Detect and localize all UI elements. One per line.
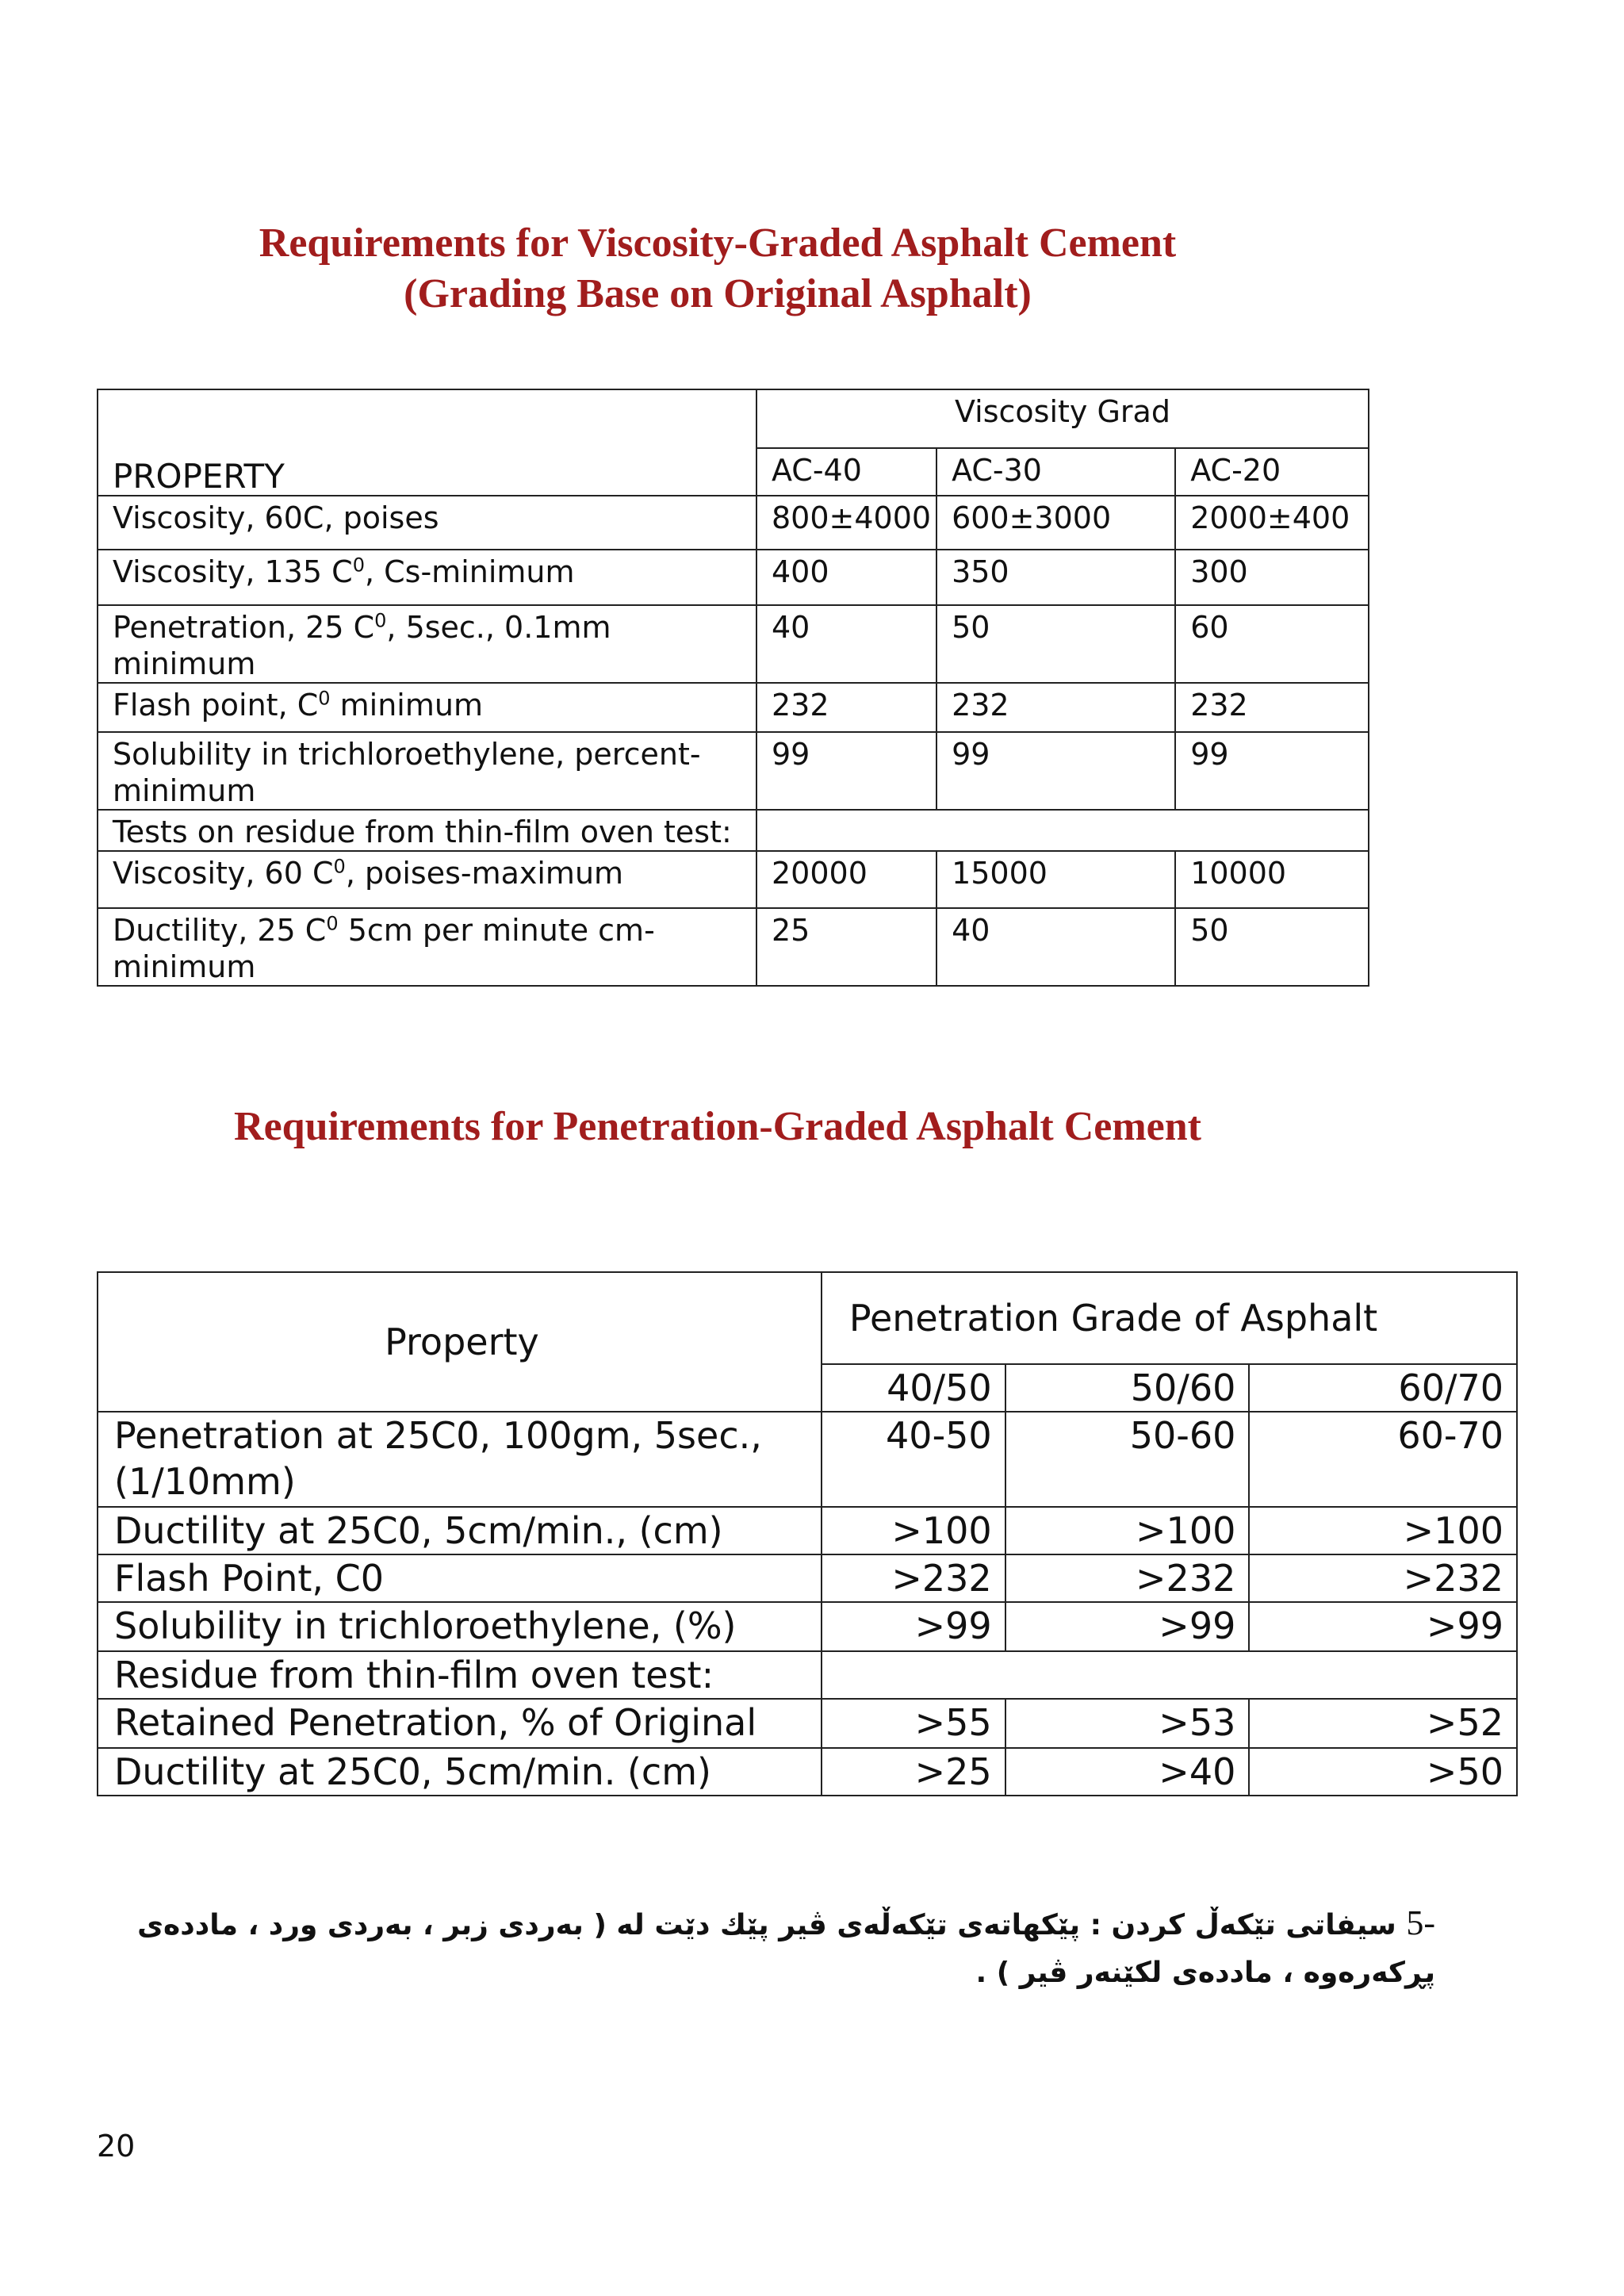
table-row [98, 851, 1369, 908]
cell-value: 232 [936, 683, 1175, 732]
table1-grade-header: AC-40 [756, 448, 936, 496]
cell-value: 25 [756, 908, 936, 986]
cell-value: >232 [1249, 1554, 1517, 1602]
row-label: Viscosity, 60 $C^0$, poises-maximum [98, 851, 756, 908]
heading-viscosity-line2: (Grading Base on Original Asphalt) [404, 271, 1032, 316]
row-label: Solubility in trichloroethylene, percent-minimum [98, 732, 756, 810]
cell-value: 232 [1175, 683, 1369, 732]
cell-value: 50 [1175, 908, 1369, 986]
cell-value: >40 [1005, 1748, 1250, 1796]
table1-group-header: Viscosity Grad [756, 389, 1369, 448]
cell-value: >52 [1249, 1699, 1517, 1748]
table1-grade-header: AC-30 [936, 448, 1175, 496]
table-row [98, 496, 1369, 550]
cell-value: 300 [1175, 550, 1369, 605]
cell-value: >100 [1005, 1507, 1250, 1554]
table-row [98, 1554, 1517, 1602]
table1-property-header: PROPERTY [98, 389, 756, 496]
note-number: 5- [1406, 1903, 1435, 1942]
cell-value: >232 [1005, 1554, 1250, 1602]
table-row [98, 1699, 1517, 1748]
cell-value: 50-60 [1005, 1412, 1250, 1507]
cell-value: >100 [1249, 1507, 1517, 1554]
table2-grade-header: 50/60 [1005, 1364, 1250, 1412]
note-text: سیفاتی تێکەڵ کردن : پێکهاتەی تێکەڵەی ڤیر پێك دێت لە ( بەردی زبر ، بەردی ورد ، ماددەی پڕکەرەوە ، ماددەی لکێنەر ڤیر ) . [137, 1909, 1435, 1989]
table2-group-header: Penetration Grade of Asphalt [822, 1272, 1517, 1364]
cell-value: >99 [1005, 1602, 1250, 1651]
table-row [98, 683, 1369, 732]
row-label: Viscosity, 60C, poises [98, 496, 756, 550]
cell-value: >100 [822, 1507, 1005, 1554]
table-row [98, 1507, 1517, 1554]
row-label: Retained Penetration, % of Original [98, 1699, 822, 1748]
row-label: Residue from thin-film oven test: [98, 1651, 822, 1699]
table-row [98, 1748, 1517, 1796]
cell-value: >25 [822, 1748, 1005, 1796]
cell-value: >50 [1249, 1748, 1517, 1796]
table-row [98, 1651, 1517, 1699]
penetration-graded-table [97, 1271, 1518, 1796]
cell-value: 232 [756, 683, 936, 732]
cell-value: >99 [822, 1602, 1005, 1651]
cell-value: >55 [822, 1699, 1005, 1748]
cell-value: >53 [1005, 1699, 1250, 1748]
row-label: Ductility at 25C0, 5cm/min. (cm) [98, 1748, 822, 1796]
kurdish-note [95, 1899, 1435, 1997]
cell-value: 50 [936, 605, 1175, 683]
table1-grade-header: AC-20 [1175, 448, 1369, 496]
table2-grade-header: 60/70 [1249, 1364, 1517, 1412]
cell-value: 40-50 [822, 1412, 1005, 1507]
heading-penetration: Requirements for Penetration-Graded Asphalt Cement [234, 1104, 1201, 1149]
table-row [98, 1412, 1517, 1507]
cell-value: 20000 [756, 851, 936, 908]
table-row [98, 732, 1369, 810]
empty-cell [756, 810, 1369, 851]
row-label: Tests on residue from thin-film oven test: [98, 810, 756, 851]
row-label: Solubility in trichloroethylene, (%) [98, 1602, 822, 1651]
row-label: Viscosity, 135 $C^0$, Cs-minimum [98, 550, 756, 605]
row-label: Flash point, $C^0$ minimum [98, 683, 756, 732]
table2-grade-header: 40/50 [822, 1364, 1005, 1412]
cell-value: 60 [1175, 605, 1369, 683]
cell-value: 40 [756, 605, 936, 683]
table-row [98, 550, 1369, 605]
row-label: Flash Point, C0 [98, 1554, 822, 1602]
cell-value: 99 [936, 732, 1175, 810]
heading-viscosity-line1: Requirements for Viscosity-Graded Asphalt Cement [259, 220, 1177, 266]
table2-property-header: Property [98, 1272, 822, 1412]
cell-value: 350 [936, 550, 1175, 605]
cell-value: 99 [1175, 732, 1369, 810]
cell-value: 99 [756, 732, 936, 810]
table-row [98, 1602, 1517, 1651]
cell-value: 10000 [1175, 851, 1369, 908]
cell-value: 400 [756, 550, 936, 605]
cell-value: 15000 [936, 851, 1175, 908]
row-label: Penetration, 25 $C^0$, 5sec., 0.1mm minimum [98, 605, 756, 683]
cell-value: >99 [1249, 1602, 1517, 1651]
viscosity-graded-table [97, 389, 1369, 987]
cell-value: >232 [822, 1554, 1005, 1602]
page-number: 20 [97, 2129, 136, 2164]
cell-value: 800±4000 [756, 496, 936, 550]
table-row [98, 908, 1369, 986]
cell-value: 600±3000 [936, 496, 1175, 550]
table-row [98, 605, 1369, 683]
empty-cell [822, 1651, 1517, 1699]
cell-value: 40 [936, 908, 1175, 986]
row-label: Ductility, 25 $C^0$ 5cm per minute cm-minimum [98, 908, 756, 986]
table-row [98, 810, 1369, 851]
cell-value: 60-70 [1249, 1412, 1517, 1507]
cell-value: 2000±400 [1175, 496, 1369, 550]
row-label: Ductility at 25C0, 5cm/min., (cm) [98, 1507, 822, 1554]
row-label: Penetration at 25C0, 100gm, 5sec., (1/10mm) [98, 1412, 822, 1507]
